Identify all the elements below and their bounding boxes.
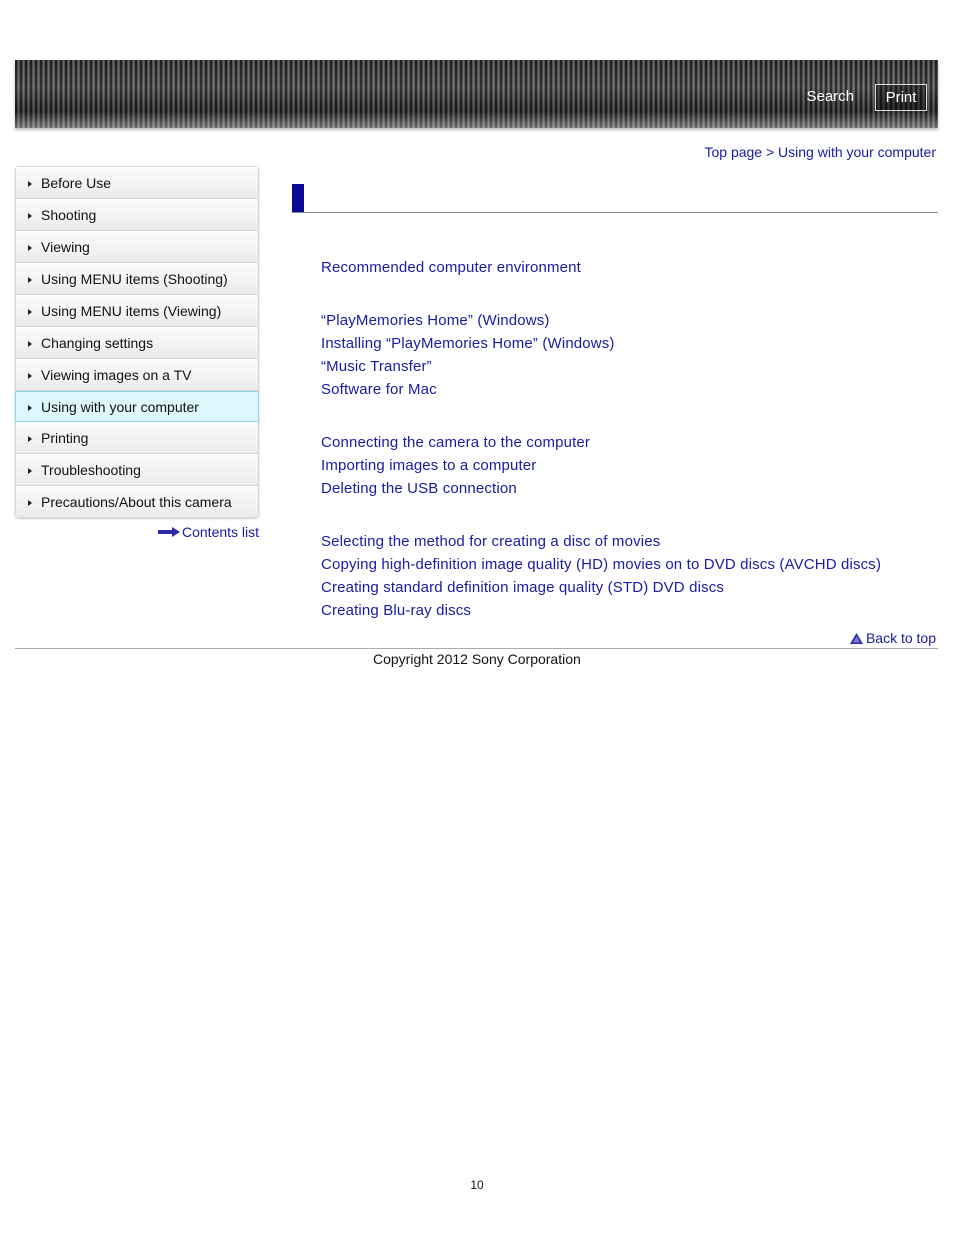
link-creating-bluray[interactable]: Creating Blu-ray discs bbox=[321, 602, 472, 619]
triangle-right-icon bbox=[28, 405, 32, 411]
sidebar-item-changing-settings[interactable] bbox=[16, 327, 258, 359]
triangle-up-icon bbox=[850, 633, 863, 644]
sidebar-item-troubleshooting[interactable] bbox=[16, 454, 258, 486]
sidebar-item-viewing[interactable] bbox=[16, 231, 258, 263]
footer-divider bbox=[15, 648, 938, 649]
link-software-mac[interactable]: Software for Mac bbox=[321, 381, 437, 398]
triangle-right-icon bbox=[28, 436, 32, 442]
link-connecting-camera[interactable]: Connecting the camera to the computer bbox=[321, 434, 591, 451]
triangle-right-icon bbox=[28, 468, 32, 474]
sidebar-item-label: Using MENU items (Shooting) bbox=[41, 271, 228, 287]
sidebar-item-label: Troubleshooting bbox=[41, 462, 141, 478]
sidebar-item-menu-shooting[interactable] bbox=[16, 263, 258, 295]
sidebar-item-printing[interactable] bbox=[16, 422, 258, 454]
link-recommended-environment[interactable]: Recommended computer environment bbox=[321, 259, 581, 276]
contents-list-link[interactable] bbox=[158, 524, 259, 540]
sidebar-item-label: Precautions/About this camera bbox=[41, 494, 232, 510]
link-copying-hd-dvd[interactable]: Copying high-definition image quality (HD) movies on to DVD discs (AVCHD discs) bbox=[321, 556, 882, 573]
page-title-underline bbox=[292, 212, 938, 213]
triangle-right-icon bbox=[28, 277, 32, 283]
triangle-right-icon bbox=[28, 309, 32, 315]
triangle-right-icon bbox=[28, 373, 32, 379]
sidebar-item-label: Shooting bbox=[41, 207, 97, 223]
triangle-right-icon bbox=[28, 245, 32, 251]
sidebar-item-shooting[interactable] bbox=[16, 199, 258, 231]
link-playmemories-home[interactable]: “PlayMemories Home” (Windows) bbox=[321, 312, 550, 329]
search-link[interactable]: Search bbox=[806, 88, 854, 105]
triangle-right-icon bbox=[28, 341, 32, 347]
sidebar-item-label: Changing settings bbox=[41, 335, 154, 351]
sidebar-item-before-use[interactable] bbox=[16, 167, 258, 199]
back-to-top-label: Back to top bbox=[865, 630, 936, 646]
sidebar-nav bbox=[15, 166, 259, 518]
breadcrumb[interactable]: Top page > Using with your computer bbox=[704, 144, 936, 160]
page-number: 10 bbox=[470, 1178, 484, 1192]
sidebar-item-using-computer[interactable] bbox=[15, 391, 259, 422]
link-music-transfer[interactable]: “Music Transfer” bbox=[321, 358, 432, 375]
sidebar-item-menu-viewing[interactable] bbox=[16, 295, 258, 327]
link-selecting-disc-method[interactable]: Selecting the method for creating a disc of movies bbox=[321, 533, 661, 550]
sidebar-item-label: Viewing bbox=[41, 239, 90, 255]
sidebar-item-label: Printing bbox=[41, 430, 89, 446]
sidebar-item-label: Using MENU items (Viewing) bbox=[41, 303, 222, 319]
link-installing-playmemories[interactable]: Installing “PlayMemories Home” (Windows) bbox=[321, 335, 615, 352]
sidebar-item-viewing-tv[interactable] bbox=[16, 359, 258, 391]
link-creating-std-dvd[interactable]: Creating standard definition image quality (STD) DVD discs bbox=[321, 579, 725, 596]
print-button[interactable]: Print bbox=[875, 84, 927, 111]
sidebar-item-label: Viewing images on a TV bbox=[41, 367, 192, 383]
page-title-marker bbox=[292, 184, 304, 213]
header-bar bbox=[15, 60, 938, 128]
contents-list-label: Contents list bbox=[182, 524, 260, 540]
triangle-right-icon bbox=[28, 213, 32, 219]
sidebar-item-label: Before Use bbox=[41, 175, 112, 191]
sidebar-item-precautions[interactable] bbox=[16, 486, 258, 517]
triangle-right-icon bbox=[28, 500, 32, 506]
copyright-text: Copyright 2012 Sony Corporation bbox=[373, 651, 581, 667]
back-to-top-link[interactable] bbox=[850, 630, 936, 646]
link-deleting-usb[interactable]: Deleting the USB connection bbox=[321, 480, 517, 497]
sidebar-item-label: Using with your computer bbox=[41, 398, 199, 415]
link-importing-images[interactable]: Importing images to a computer bbox=[321, 457, 537, 474]
triangle-right-icon bbox=[28, 181, 32, 187]
arrow-right-icon bbox=[158, 527, 180, 537]
